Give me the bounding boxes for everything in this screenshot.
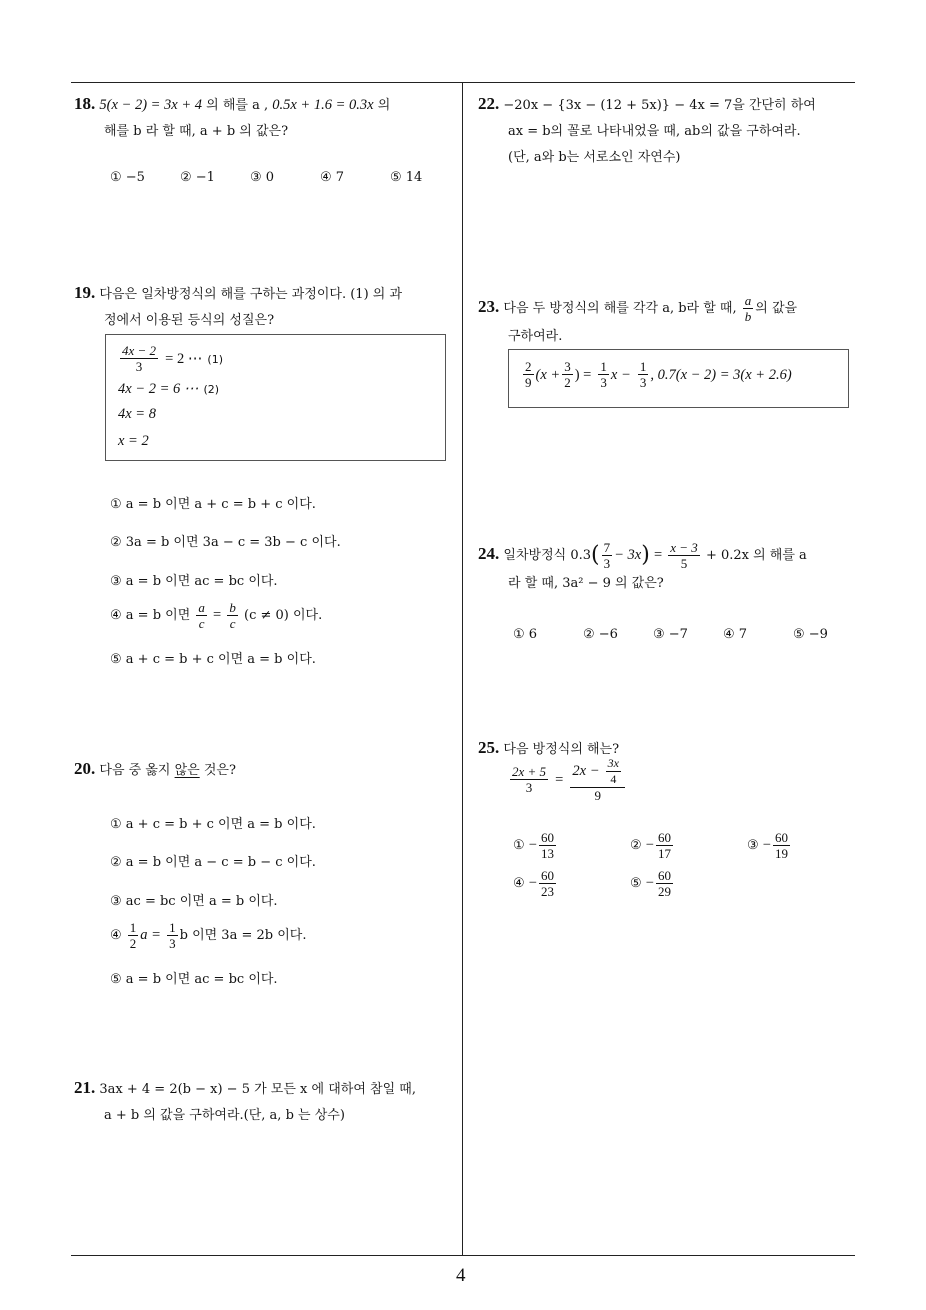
process-step-4: x = 2 [118,433,149,449]
option-2[interactable]: ② −1 [180,170,215,185]
question-text: 의 [373,98,391,113]
option-1[interactable]: ① 6 [513,627,538,642]
equation-1: 5(x − 2) = 3x + 4 [99,97,203,113]
step-tag: (2) [203,383,220,396]
question-19 [74,280,459,334]
option-4[interactable]: ④ − $\frac{60}{23}$ [513,868,554,899]
question-text: 3ax + 4 = 2(b − x) − 5 가 모든 x 에 대하여 참일 때, [99,1082,416,1097]
option-5[interactable]: ⑤ a + c = b + c 이면 a = b 이다. [110,652,316,667]
question-23: 23. 다음 두 방정식의 해를 각각 a, b라 할 때, $\frac{a}{b}$ 의 값을 구하여라. [478,293,863,350]
equation: $\frac{2x + 5}{3}$ = 2x − $\frac{3x}{4}$ 9 [508,756,627,803]
option-5[interactable]: ⑤ − $\frac{60}{29}$ [630,868,671,899]
question-text: 다음은 일차방정식의 해를 구하는 과정이다. (1) 의 과 [99,287,403,302]
option-1[interactable]: ① −5 [110,170,145,185]
option-5[interactable]: ⑤ a = b 이면 ac = bc 이다. [110,972,278,987]
question-text-line2: ax = b의 꼴로 나타내었을 때, ab의 값을 구하여라. [508,124,801,139]
process-step-1: $\frac{4x - 2}{3}$ = 2 ⋯ (1) [122,343,224,374]
question-text-line2: 정에서 이용된 등식의 성질은? [104,313,275,328]
option-1[interactable]: ① a = b 이면 a + c = b + c 이다. [110,497,316,512]
equations: $\frac{2}{9}$ (x + $\frac{3}{2}$ ) = $\frac{1}{3}$ x − $\frac{1}{3}$ , 0.7(x − 2) = 3(x + 2.6) [525,359,792,390]
question-text-line3: (단, a와 b는 서로소인 자연수) [508,150,681,165]
top-rule [71,82,855,83]
question-text: −20x − {3x − (12 + 5x)} − 4x = 7을 간단히 하여 [503,98,816,113]
question-text: 의 해를 a , [202,98,273,113]
option-2[interactable]: ② 3a = b 이면 3a − c = 3b − c 이다. [110,535,341,550]
page-number: 4 [456,1265,466,1286]
question-text: 다음 두 방정식의 해를 각각 a, b라 할 때, [503,301,737,316]
question-number: 24. [478,544,500,563]
option-3[interactable]: ③ a = b 이면 ac = bc 이다. [110,574,278,589]
option-2[interactable]: ② − $\frac{60}{17}$ [630,830,671,861]
question-number: 22. [478,94,500,113]
question-text-line2: 구하여라. [508,329,563,344]
step-text: = 2 ⋯ [165,351,203,367]
question-text: 일차방정식 0.3 [503,548,591,563]
equations-box [508,349,849,408]
question-24: 24. 일차방정식 0.3( $\frac{7}{3}$ − 3x) = $\frac{x - 3}{5}$ + 0.2x 의 해를 a 라 할 때, 3a² − 9 의 값은? [478,540,868,597]
question-18 [74,91,459,145]
process-step-3: 4x = 8 [118,406,156,422]
question-text: + 0.2x 의 해를 a [705,548,807,563]
column-divider [462,82,463,1256]
step-tag: (1) [207,353,224,366]
question-number: 20. [74,759,96,778]
process-step-2: 4x − 2 = 6 ⋯ (2) [118,381,220,397]
question-22 [478,91,863,171]
question-21 [74,1075,459,1129]
equation-2: 0.5x + 1.6 = 0.3x [272,97,374,113]
question-20 [74,756,459,784]
question-number: 25. [478,738,500,757]
option-5[interactable]: ⑤ 14 [390,170,423,185]
underlined-word: 않은 [174,763,200,778]
option-5[interactable]: ⑤ −9 [793,627,828,642]
option-4[interactable]: ④ a = b 이면 $\frac{a}{c}$ = $\frac{b}{c}$ (c ≠ 0) 이다. [110,600,323,631]
question-text: 것은? [199,763,236,778]
question-number: 18. [74,94,96,113]
bottom-rule [71,1255,855,1256]
option-3[interactable]: ③ − $\frac{60}{19}$ [747,830,788,861]
option-3[interactable]: ③ 0 [250,170,275,185]
option-3[interactable]: ③ ac = bc 이면 a = b 이다. [110,894,278,909]
option-4[interactable]: ④ 7 [723,627,748,642]
question-text: 다음 중 옳지 [99,763,175,778]
question-text-line2: a + b 의 값을 구하여라.(단, a, b 는 상수) [104,1108,345,1123]
option-3[interactable]: ③ −7 [653,627,688,642]
option-4[interactable]: ④ $\frac{1}{2}$ a = $\frac{1}{3}$ b 이면 3a = 2b 이다. [110,920,307,951]
question-number: 19. [74,283,96,302]
question-number: 23. [478,297,500,316]
option-4[interactable]: ④ 7 [320,170,345,185]
question-text: 다음 방정식의 해는? [503,742,620,757]
solution-process-box [105,334,446,461]
option-1[interactable]: ① a + c = b + c 이면 a = b 이다. [110,817,316,832]
option-2[interactable]: ② a = b 이면 a − c = b − c 이다. [110,855,316,870]
option-1[interactable]: ① − $\frac{60}{13}$ [513,830,554,861]
option-2[interactable]: ② −6 [583,627,618,642]
question-text-line2: 해를 b 라 할 때, a + b 의 값은? [104,124,289,139]
question-number: 21. [74,1078,96,1097]
question-text: 의 값을 [755,301,798,316]
question-text-line2: 라 할 때, 3a² − 9 의 값은? [508,576,664,591]
